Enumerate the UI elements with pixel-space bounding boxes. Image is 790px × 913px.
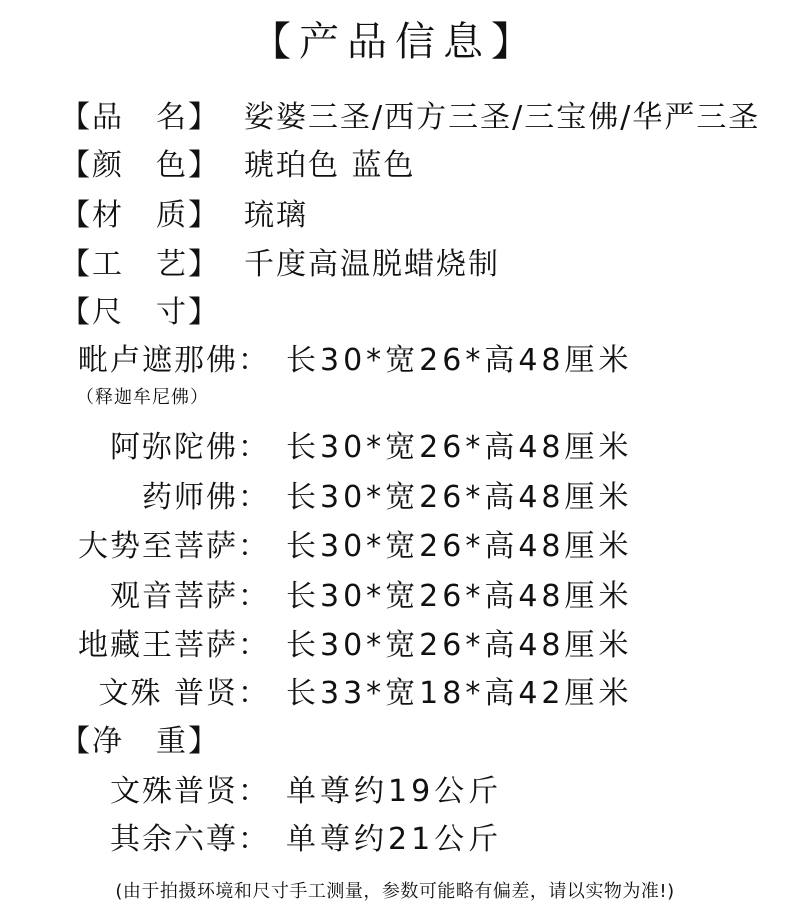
spec-label-material: 【材 质】 <box>60 198 220 233</box>
spec-row-craft <box>60 245 500 285</box>
spec-value-material: 琉璃 <box>244 198 308 233</box>
weight-value: 单尊约19公斤 <box>286 774 503 809</box>
dimension-value: 长30*宽26*高48厘米 <box>286 343 633 378</box>
spec-row-color <box>60 146 416 186</box>
spec-label-craft: 【工 艺】 <box>60 247 220 282</box>
spec-value-name: 娑婆三圣/西方三圣/三宝佛/华严三圣 <box>244 100 761 135</box>
dimension-name: 观音菩萨： <box>110 579 270 614</box>
footer-note: (由于拍摄环境和尺寸手工测量，参数可能略有偏差，请以实物为准!) <box>115 881 675 902</box>
spec-label-color: 【颜 色】 <box>60 148 220 183</box>
dimension-name: 大势至菩萨： <box>78 529 270 564</box>
weight-name: 其余六尊： <box>110 822 270 857</box>
spec-row-material <box>60 196 308 236</box>
dimension-value: 长33*宽18*高42厘米 <box>286 676 633 711</box>
page-title: 【产品信息】 <box>251 19 539 65</box>
dimension-name: 地藏王菩萨： <box>78 628 270 663</box>
dimension-name: 药师佛： <box>142 480 270 515</box>
spec-value-color: 琥珀色 蓝色 <box>244 148 416 183</box>
spec-label-name: 【品 名】 <box>60 100 220 135</box>
weight-value: 单尊约21公斤 <box>286 822 503 857</box>
dimension-value: 长30*宽26*高48厘米 <box>286 529 633 564</box>
dimension-name: 阿弥陀佛： <box>110 430 270 465</box>
spec-row-size <box>60 293 244 333</box>
spec-value-craft: 千度高温脱蜡烧制 <box>244 247 500 282</box>
dimension-value: 长30*宽26*高48厘米 <box>286 579 633 614</box>
dimension-value: 长30*宽26*高48厘米 <box>286 628 633 663</box>
dimension-name: 文殊 普贤： <box>98 676 270 711</box>
dimension-value: 长30*宽26*高48厘米 <box>286 480 633 515</box>
spec-label-weight: 【净 重】 <box>60 724 220 759</box>
spec-row-name <box>60 98 760 138</box>
weight-name: 文殊普贤： <box>110 774 270 809</box>
dimension-note: （释迦牟尼佛） <box>76 387 209 408</box>
spec-row-weight <box>60 722 244 762</box>
dimension-value: 长30*宽26*高48厘米 <box>286 430 633 465</box>
dimension-name: 毗卢遮那佛： <box>78 343 270 378</box>
spec-label-size: 【尺 寸】 <box>60 295 220 330</box>
